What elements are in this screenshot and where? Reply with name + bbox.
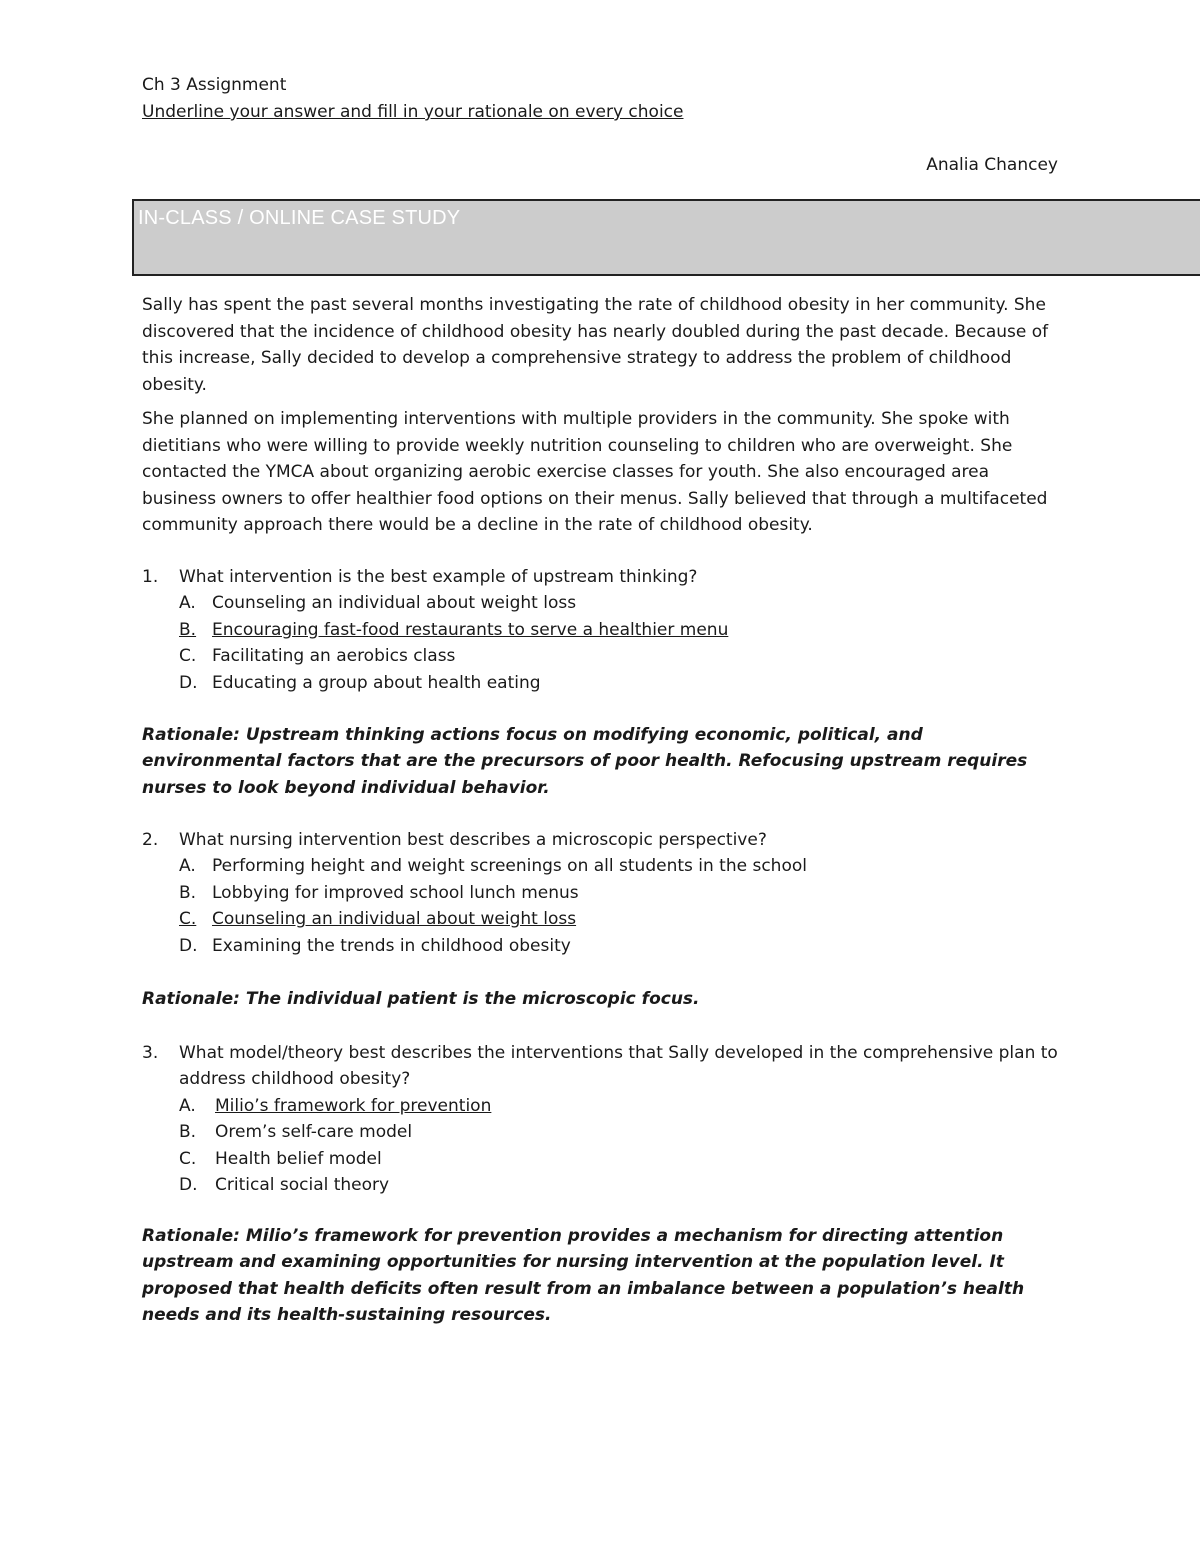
option-text: Milio’s framework for prevention [215,1095,492,1116]
option-text: Counseling an individual about weight loss [212,909,577,930]
option-letter: B. [179,619,197,640]
answer-option-d[interactable] [142,1172,1072,1198]
question-2 [142,827,1072,959]
option-text: Critical social theory [215,1175,390,1196]
option-text: Educating a group about health eating [212,672,541,693]
option-letter: A. [179,593,196,614]
author-name: Analia Chancey [926,155,1058,175]
option-text: Health belief model [215,1148,382,1169]
case-study-banner-label: IN-CLASS / ONLINE CASE STUDY [138,207,461,229]
answer-option-b[interactable] [142,880,1072,906]
answer-option-d[interactable] [142,670,1072,696]
question-number: 1. [142,567,159,587]
option-text: Encouraging fast-food restaurants to serve a healthier menu [212,619,729,640]
rationale-1: Rationale: Upstream thinking actions focus on modifying economic, political, and environmental factors that are the precursors of poor health. Refocusing upstream requires nurses to look beyond individual behavior. [142,725,1028,798]
question-text: What nursing intervention best describes a microscopic perspective? [179,830,767,850]
option-text: Lobbying for improved school lunch menus [212,882,579,903]
document-title: Ch 3 Assignment [142,75,287,95]
question-text: What intervention is the best example of upstream thinking? [179,567,698,587]
answer-option-c[interactable] [142,643,1072,669]
option-letter: C. [179,909,197,930]
option-text: Orem’s self-care model [215,1122,413,1143]
rationale-3: Rationale: Milio’s framework for prevention provides a mechanism for directing attention upstream and examining opportunities for nursing intervention at the population level. It proposed that health deficits often result from an imbalance between a population’s health needs and its health-sustaining resources. [142,1226,1025,1326]
option-text: Examining the trends in childhood obesity [212,935,571,956]
case-study-banner [132,199,1200,276]
question-1 [142,564,1072,696]
instructions-text: Underline your answer and fill in your rationale on every choice [142,102,684,122]
option-letter: D. [179,672,198,693]
question-prompt [142,1040,1072,1093]
question-3 [142,1040,1072,1198]
option-letter: D. [179,1175,198,1196]
answer-option-a[interactable] [142,853,1072,879]
answer-option-b[interactable] [142,1119,1072,1145]
option-text: Counseling an individual about weight loss [212,593,577,614]
option-text: Facilitating an aerobics class [212,646,456,667]
question-prompt [142,827,1072,853]
option-text: Performing height and weight screenings on all students in the school [212,856,807,877]
case-paragraph-2: She planned on implementing interventions with multiple providers in the community. She spoke with dietitians who were willing to provide weekly nutrition counseling to children who are overweight. She contacted the YMCA about organizing aerobic exercise classes for youth. She also encouraged area business owners to offer healthier food options on their menus. Sally believed that through a multifaceted community approach there would be a decline in the rate of childhood obesity. [142,409,1048,535]
answer-option-a[interactable] [142,590,1072,616]
rationale-2: Rationale: The individual patient is the microscopic focus. [142,989,700,1009]
option-letter: B. [179,882,197,903]
question-number: 2. [142,830,159,850]
answer-option-a-selected[interactable] [142,1093,1072,1119]
answer-option-c-selected[interactable] [142,906,1072,932]
question-number: 3. [142,1043,159,1063]
case-paragraph-1: Sally has spent the past several months investigating the rate of childhood obesity in her community. She discovered that the incidence of childhood obesity has nearly doubled during the past decade. Because of this increase, Sally decided to develop a comprehensive strategy to address the problem of childhood obesity. [142,295,1049,395]
answer-option-b-selected[interactable] [142,617,1072,643]
question-text: What model/theory best describes the interventions that Sally developed in the comprehensive plan to address childhood obesity? [179,1043,1058,1090]
option-letter: D. [179,935,198,956]
question-prompt [142,564,1072,590]
answer-option-c[interactable] [142,1146,1072,1172]
option-letter: A. [179,1095,196,1116]
option-letter: A. [179,856,196,877]
answer-option-d[interactable] [142,933,1072,959]
option-letter: C. [179,1148,197,1169]
option-letter: B. [179,1122,197,1143]
option-letter: C. [179,646,197,667]
